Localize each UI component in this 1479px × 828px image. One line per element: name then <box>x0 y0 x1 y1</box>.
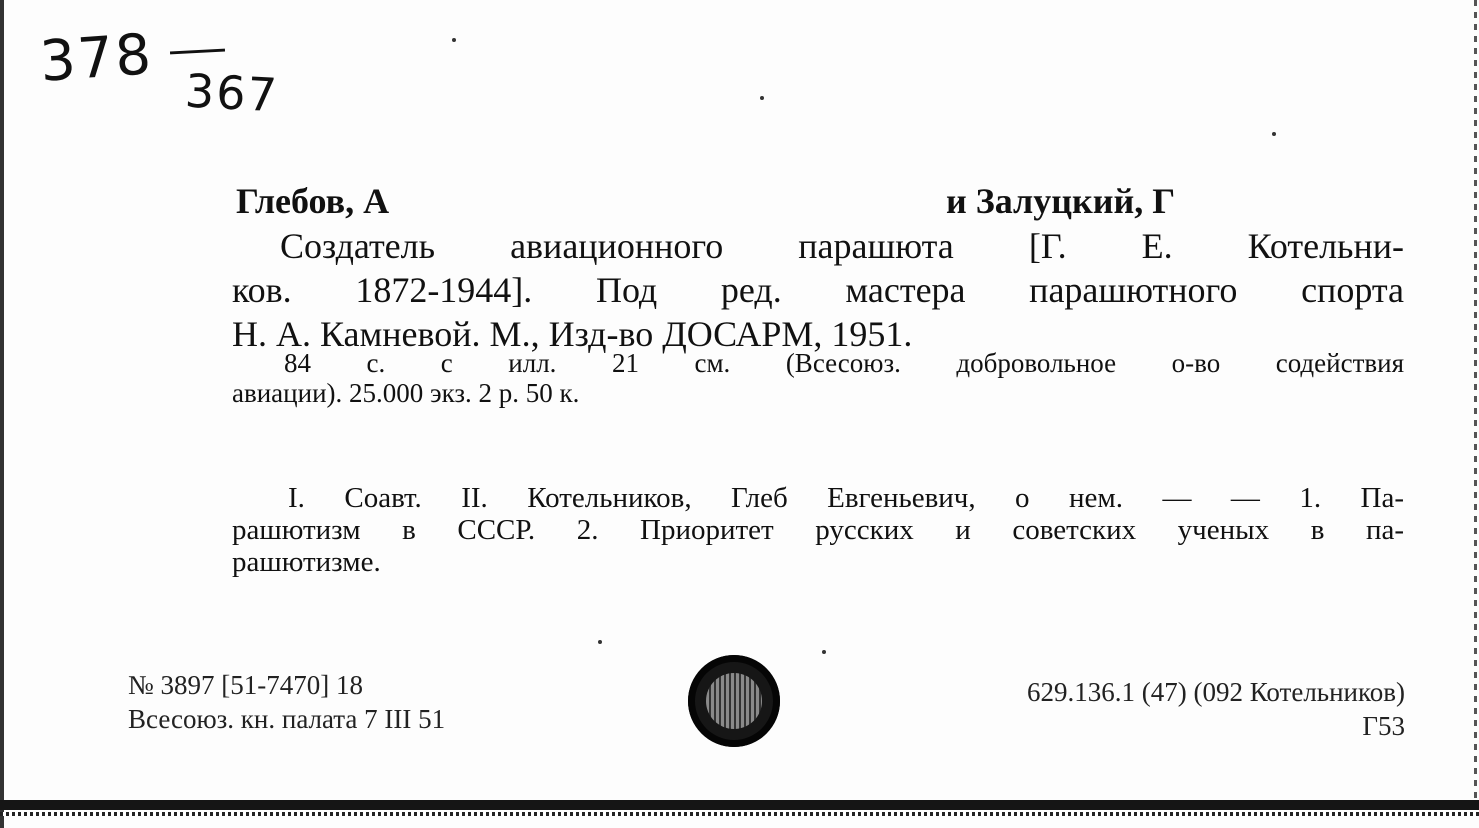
first-author: Глебов, А <box>236 181 390 221</box>
card-bottom-edge <box>0 800 1479 810</box>
subject-line: I. Соавт. II. Котельников, Глеб Евгеньевич, о нем. — — 1. Па- <box>288 482 1404 514</box>
title-line: Создатель авиационного парашюта [Г. Е. Котельни- <box>280 226 1404 266</box>
scan-speck <box>760 96 764 100</box>
card-left-edge <box>0 0 4 828</box>
physical-description <box>232 348 1404 408</box>
scan-speck <box>598 640 602 644</box>
punch-hole <box>688 655 780 747</box>
punch-hole-inner <box>706 673 762 729</box>
handwritten-number-bottom: 367 <box>183 63 281 123</box>
subject-line: рашютизме. <box>232 546 381 578</box>
author-heading <box>236 180 1236 224</box>
author-mark: Г53 <box>1362 711 1405 741</box>
subject-tracings <box>232 482 1404 578</box>
card-right-edge <box>1474 0 1477 800</box>
classification <box>1027 675 1405 743</box>
scan-speck <box>822 650 826 654</box>
udc-code: 629.136.1 (47) (092 Котельников) <box>1027 677 1405 707</box>
description-line: авиации). 25.000 экз. 2 р. 50 к. <box>232 378 580 408</box>
title-line: ков. 1872-1944]. Под ред. мастера парашютного спорта <box>232 270 1404 310</box>
scan-speck <box>452 38 456 42</box>
scan-speck <box>1272 132 1276 136</box>
title-line: Н. А. Камневой. М., Изд-во ДОСАРМ, 1951. <box>232 314 913 354</box>
description-line: 84 с. с илл. 21 см. (Всесоюз. добровольное о-во содействия <box>284 348 1404 378</box>
card-bottom-edge-noise <box>0 812 1479 816</box>
registry-chamber: Всесоюз. кн. палата 7 III 51 <box>128 704 446 734</box>
second-author: и Залуцкий, Г <box>946 181 1176 221</box>
registry-number: № 3897 [51-7470] 18 <box>128 670 363 700</box>
title-block <box>232 224 1404 356</box>
handwritten-number-top: 378 <box>37 22 156 95</box>
handwritten-fraction-line <box>170 49 225 55</box>
registry-info <box>128 668 445 736</box>
subject-line: рашютизм в СССР. 2. Приоритет русских и советских ученых в па- <box>232 514 1404 546</box>
